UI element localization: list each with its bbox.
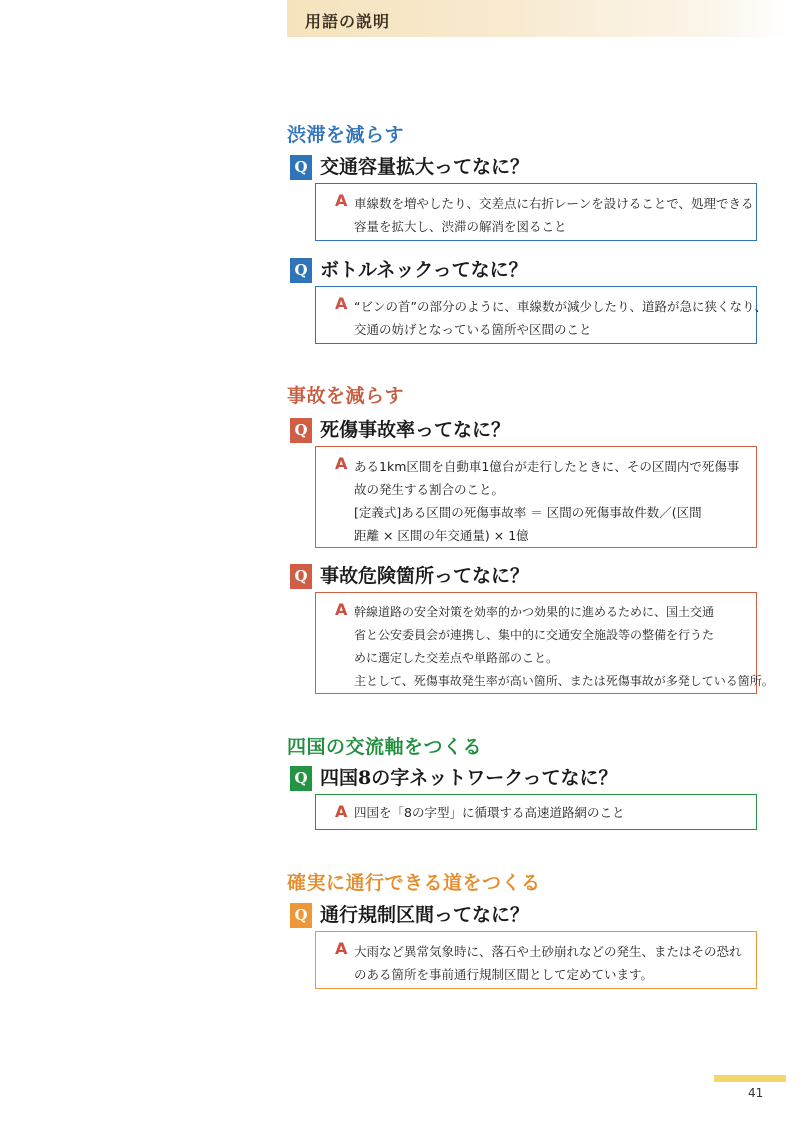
- answer-box: [315, 286, 767, 344]
- answer-line: 車線数を増やしたり、交差点に右折レーンを設けることで、処理できる: [354, 196, 754, 211]
- a-mark: A: [335, 802, 348, 821]
- page-number-bar: [714, 1075, 786, 1082]
- q-badge: Q: [290, 564, 312, 589]
- answer-line: 交通の妨げとなっている箇所や区間のこと: [354, 322, 592, 337]
- answer-line: 四国を「8の字型」に循環する高速道路網のこと: [354, 805, 625, 820]
- section-heading-congestion: 渋滞を減らす: [287, 124, 405, 146]
- a-mark: A: [335, 939, 348, 958]
- answer-line: のある箇所を事前通行規制区間として定めています。: [354, 967, 654, 982]
- answer-line: 容量を拡大し、渋滞の解消を図ること: [354, 219, 567, 234]
- answer-text: [354, 295, 767, 341]
- answer-text: [354, 601, 774, 693]
- q-badge: Q: [290, 155, 312, 180]
- question-title: 交通容量拡大ってなに？: [320, 156, 530, 178]
- question-title: ボトルネックってなに？: [320, 259, 528, 281]
- a-mark: A: [335, 600, 348, 619]
- a-mark: A: [335, 191, 348, 210]
- answer-text: [354, 455, 752, 547]
- answer-line: 大雨など異常気象時に、落石や土砂崩れなどの発生、またはその恐れ: [354, 944, 742, 959]
- section-heading-accidents: 事故を減らす: [287, 385, 405, 407]
- q-badge: Q: [290, 766, 312, 791]
- question-title: 四国8の字ネットワークってなに？: [320, 767, 618, 789]
- answer-line: 距離 × 区間の年交通量) × 1億: [354, 528, 529, 543]
- q-badge: Q: [290, 903, 312, 928]
- answer-line: ある1km区間を自動車1億台が走行したときに、その区間内で死傷事: [354, 459, 740, 474]
- section-heading-reliable-road: 確実に通行できる道をつくる: [287, 872, 541, 894]
- question-title: 事故危険箇所ってなに？: [320, 565, 530, 587]
- a-mark: A: [335, 454, 348, 473]
- section-heading-exchange-axis: 四国の交流軸をつくる: [287, 736, 483, 758]
- q-badge: Q: [290, 258, 312, 283]
- answer-box: [315, 794, 757, 830]
- answer-line: “ビンの首”の部分のように、車線数が減少したり、道路が急に狭くなり、: [354, 299, 767, 314]
- question-title: 死傷事故率ってなに？: [320, 419, 511, 441]
- answer-line: [定義式]ある区間の死傷事故率 ＝ 区間の死傷事故件数／(区間: [354, 505, 702, 520]
- q-badge: Q: [290, 418, 312, 443]
- answer-line: 省と公安委員会が連携し、集中的に交通安全施設等の整備を行うた: [354, 628, 715, 642]
- header-title: 用語の説明: [305, 12, 391, 31]
- answer-line: 幹線道路の安全対策を効率的かつ効果的に進めるために、国土交通: [354, 605, 715, 619]
- answer-text: [354, 801, 752, 824]
- a-mark: A: [335, 294, 348, 313]
- question-title: 通行規制区間ってなに？: [320, 904, 530, 926]
- answer-line: 主として、死傷事故発生率が高い箇所、または死傷事故が多発している箇所。: [354, 674, 774, 688]
- page-number: 41: [748, 1086, 764, 1100]
- answer-line: 故の発生する割合のこと。: [354, 482, 505, 497]
- page-header: [287, 0, 787, 37]
- answer-box: [315, 446, 757, 548]
- answer-box: [315, 592, 774, 694]
- answer-text: [354, 940, 752, 986]
- answer-box: [315, 931, 757, 989]
- answer-text: [354, 192, 752, 238]
- answer-line: めに選定した交差点や単路部のこと。: [354, 651, 559, 665]
- answer-box: [315, 183, 757, 241]
